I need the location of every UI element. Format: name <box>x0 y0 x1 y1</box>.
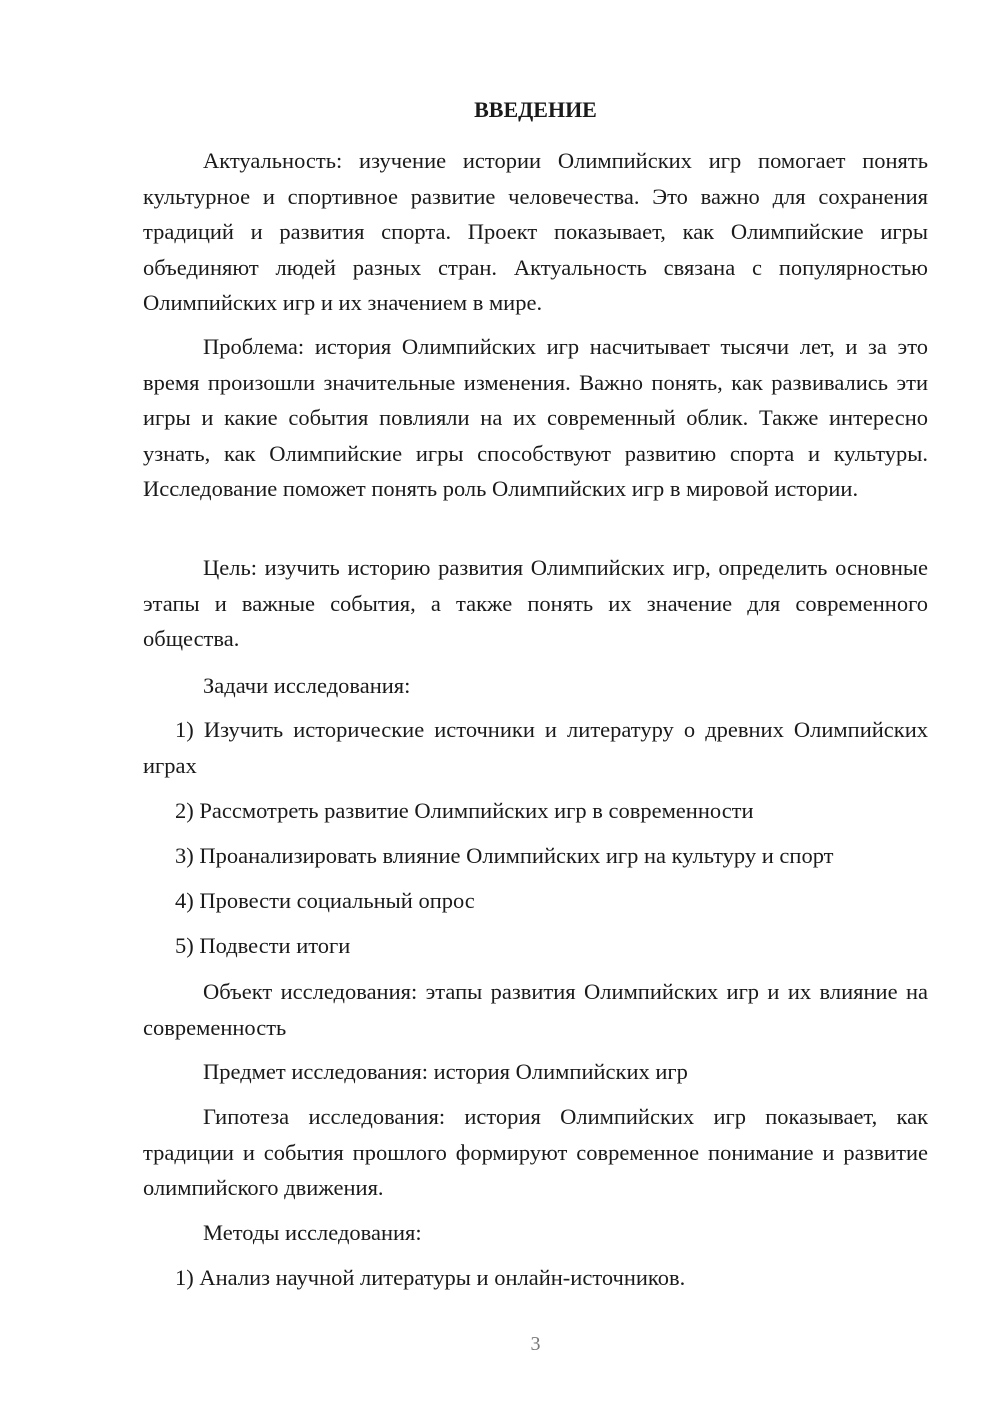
object-paragraph: Объект исследования: этапы развития Олимпийских игр и их влияние на современность <box>143 979 928 1040</box>
method-item-1: 1) Анализ научной литературы и онлайн-источников. <box>175 1265 686 1290</box>
relevance-paragraph: Актуальность: изучение истории Олимпийских игр помогает понять культурное и спортивное развитие человечества. Это важно для сохранения традиций и развития спорта. Проект показывает, как Олимпийские игры объединяют людей разных стран. Актуальность связана с популярностью Олимпийских игр и их значением в мире. <box>143 148 928 315</box>
problem-paragraph: Проблема: история Олимпийских игр насчитывает тысячи лет, и за это время произошли значительные изменения. Важно понять, как развивались эти игры и какие события повлияли на их современный облик. Также интересно узнать, как Олимпийские игры способствуют развитию спорта и культуры. Исследование поможет понять роль Олимпийских игр в мировой истории. <box>143 334 928 501</box>
subject-paragraph: Предмет исследования: история Олимпийских игр <box>203 1059 688 1084</box>
task-item-3: 3) Проанализировать влияние Олимпийских игр на культуру и спорт <box>175 843 834 868</box>
goal-paragraph: Цель: изучить историю развития Олимпийских игр, определить основные этапы и важные события, а также понять их значение для современного общества. <box>143 555 928 651</box>
page-number: 3 <box>530 1333 541 1355</box>
page-title: ВВЕДЕНИЕ <box>474 97 597 122</box>
tasks-heading: Задачи исследования: <box>203 673 411 698</box>
task-item-5: 5) Подвести итоги <box>175 933 351 958</box>
task-item-2: 2) Рассмотреть развитие Олимпийских игр в современности <box>175 798 754 823</box>
task-item-4: 4) Провести социальный опрос <box>175 888 475 913</box>
hypothesis-paragraph: Гипотеза исследования: история Олимпийских игр показывает, как традиции и события прошлого формируют современное понимание и развитие олимпийского движения. <box>143 1104 928 1200</box>
methods-heading: Методы исследования: <box>203 1220 422 1245</box>
task-item-1: 1) Изучить исторические источники и литературу о древних Олимпийских играх <box>143 717 928 778</box>
